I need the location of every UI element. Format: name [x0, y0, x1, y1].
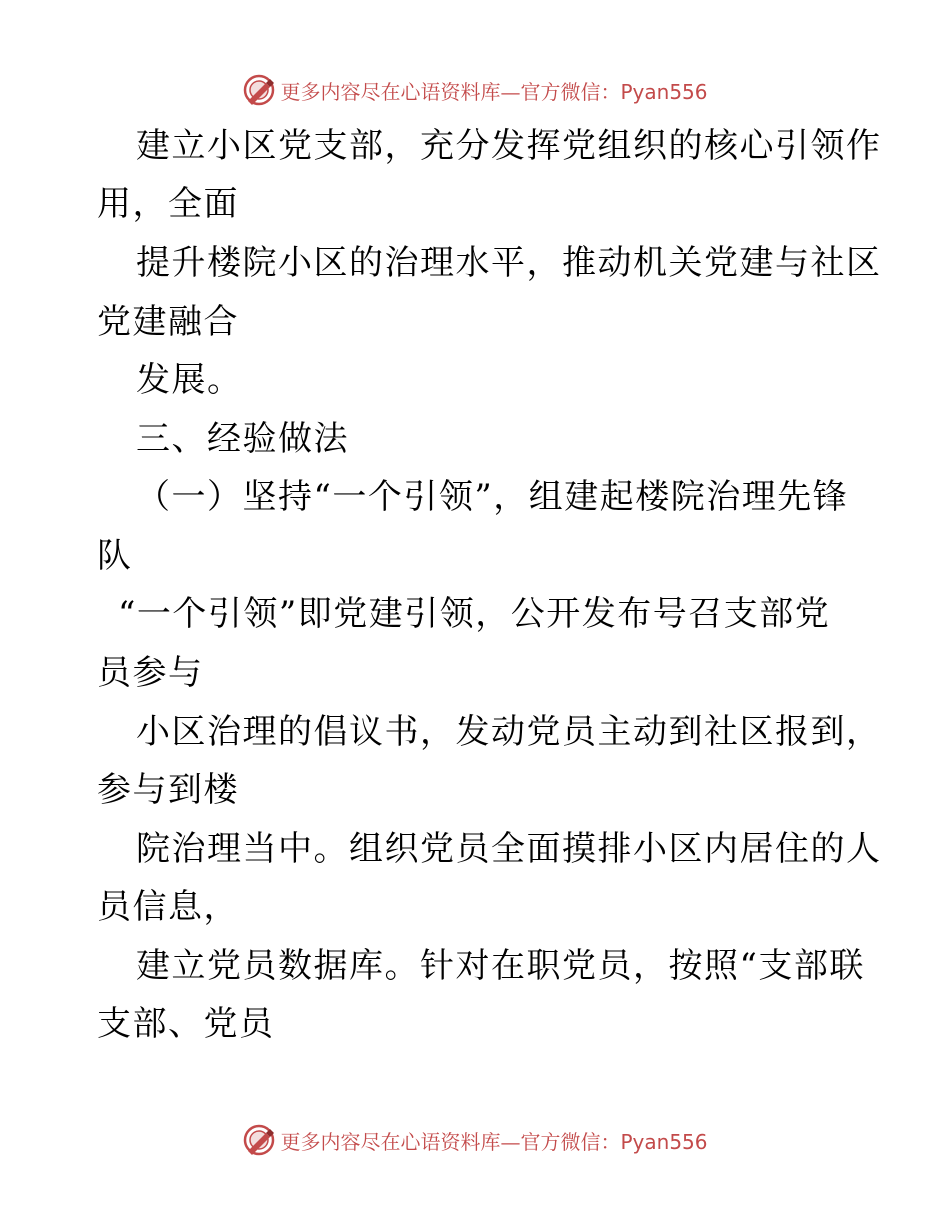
header-banner-text: 更多内容尽在心语资料库—官方微信：Pyan556 [280, 79, 708, 104]
text-line: 队 [97, 536, 133, 576]
text-line: 建立党员数据库。针对在职党员，按照“支部联 [136, 946, 865, 986]
footer-banner [0, 1120, 950, 1160]
footer-banner-text: 更多内容尽在心语资料库—官方微信：Pyan556 [280, 1129, 708, 1154]
text-line: 提升楼院小区的治理水平，推动机关党建与社区 [136, 243, 882, 283]
subsection-heading: （一）坚持“一个引领”，组建起楼院治理先锋 [136, 477, 849, 517]
text-line: 用，全面 [97, 184, 239, 224]
header-banner [0, 70, 950, 110]
header-wechat-id: Pyan556 [620, 79, 708, 104]
text-line: 建立小区党支部，充分发挥党组织的核心引领作 [136, 126, 882, 166]
pen-logo-icon [242, 73, 276, 107]
text-line: “一个引领”即党建引领，公开发布号召支部党 [118, 594, 831, 634]
text-line: 支部、党员 [97, 1004, 275, 1044]
text-line: 发展。 [136, 360, 243, 400]
text-line: 院治理当中。组织党员全面摸排小区内居住的人 [136, 829, 882, 869]
text-line: 党建融合 [97, 302, 239, 342]
text-line: 参与到楼 [97, 770, 239, 810]
pen-logo-icon [242, 1123, 276, 1157]
text-line: 员参与 [97, 653, 204, 693]
text-line: 小区治理的倡议书，发动党员主动到社区报到， [136, 712, 882, 752]
footer-wechat-id: Pyan556 [620, 1129, 708, 1154]
text-line: 员信息， [97, 887, 239, 927]
section-heading: 三、经验做法 [136, 419, 349, 459]
